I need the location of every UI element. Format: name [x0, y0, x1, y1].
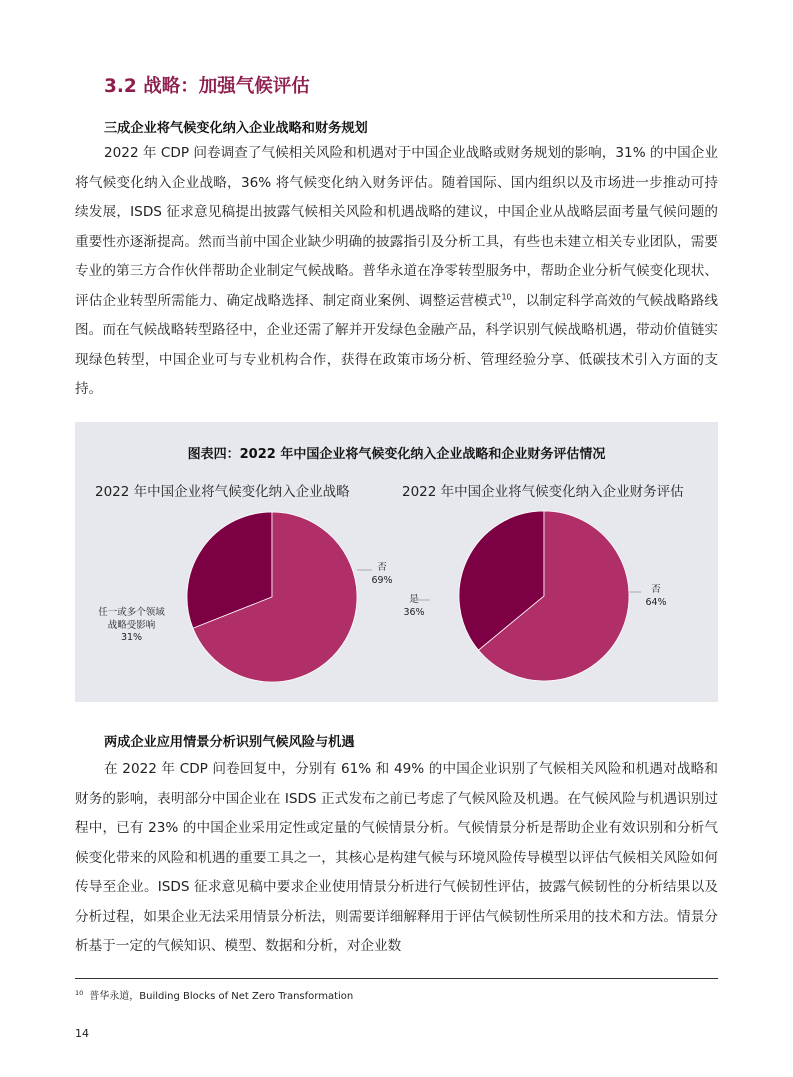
strategy-pie [187, 512, 357, 682]
section-title: 3.2 战略：加强气候评估 [104, 76, 310, 97]
page-number: 14 [75, 1027, 89, 1040]
right-no-label-pct: 64% [645, 596, 667, 608]
right-chart-subtitle: 2022 年中国企业将气候变化纳入企业财务评估 [402, 484, 684, 500]
paragraph-strategy [75, 139, 718, 405]
paragraph-scenario: 在 2022 年 CDP 问卷回复中，分别有 61% 和 49% 的中国企业识别了气候相关风险和机遇对战略和财务的影响，表明部分中国企业在 ISDS 正式发布之前已考虑了气候风险及机遇。在气候风险与机遇识别过程中，已有 23% 的中国企业采用定性或定量的气候情景分析。气候情景分析是帮助企业有效识别和分析气候变化带来的风险和机遇的重要工具之一，其核心是构建气候与环境风险传导模型以评估气候相关风险如何传导至企业。ISDS 征求意见稿中要求企业使用情景分析进行气候韧性评估，披露气候韧性的分析结果以及分析过程，如果企业无法采用情景分析法，则需要详细解释用于评估气候韧性所采用的技术和方法。情景分析基于一定的气候知识、模型、数据和分析，对企业数 [75, 761, 718, 954]
figure-title: 图表四：2022 年中国企业将气候变化纳入企业战略和企业财务评估情况 [187, 447, 606, 462]
left-yes-label-line1: 任一或多个领域 [98, 607, 165, 618]
figure-panel [75, 422, 718, 702]
footnote-text: 普华永道，Building Blocks of Net Zero Transformation [89, 991, 354, 1002]
subheading-strategy: 三成企业将气候变化纳入企业战略和财务规划 [104, 121, 368, 136]
footnote-ref[interactable]: 10 [501, 291, 512, 301]
left-no-label-name: 否 [377, 562, 387, 573]
footnote-divider [75, 978, 718, 979]
left-chart-subtitle: 2022 年中国企业将气候变化纳入企业战略 [95, 484, 350, 500]
right-no-label-name: 否 [651, 584, 661, 595]
left-yes-label-pct: 31% [120, 632, 143, 643]
right-yes-label-pct: 36% [403, 606, 425, 618]
left-no-label [369, 562, 395, 587]
footnote [75, 987, 353, 1002]
right-yes-label-name: 是 [409, 594, 419, 605]
left-yes-label-line2: 战略受影响 [107, 619, 156, 631]
right-no-label [643, 584, 669, 609]
left-no-label-pct: 69% [371, 574, 393, 586]
subheading-scenario: 两成企业应用情景分析识别气候风险与机遇 [104, 735, 355, 750]
footnote-number: 10 [75, 988, 84, 997]
finance-pie [459, 511, 629, 681]
right-yes-label [401, 594, 427, 619]
paragraph-strategy-text-cont: ，以制定科学高效的气候战略路线图。而在气候战略转型路径中，企业还需了解并开发绿色金融产品，科学识别气候战略机遇，带动价值链实现绿色转型，中国企业可与专业机构合作，获得在政策市场分析、管理经验分享、低碳技术引入方面的支持。 [75, 292, 719, 397]
paragraph-strategy-text: 2022 年 CDP 问卷调查了气候相关风险和机遇对于中国企业战略或财务规划的影响，31% 的中国企业将气候变化纳入企业战略，36% 将气候变化纳入财务评估。随着国际、国内组织以及市场进一步推动可持续发展，ISDS 征求意见稿提出披露气候相关风险和机遇战略的建议，中国企业从战略层面考量气候问题的重要性亦逐渐提高。然而当前中国企业缺少明确的披露指引及分析工具，有些也未建立相关专业团队，需要专业的第三方合作伙伴帮助企业制定气候战略。普华永道在净零转型服务中，帮助企业分析气候变化现状、评估企业转型所需能力、确定战略选择、制定商业案例、调整运营模式 [75, 145, 718, 309]
left-yes-label [75, 607, 188, 645]
pie-charts-svg [75, 422, 718, 702]
